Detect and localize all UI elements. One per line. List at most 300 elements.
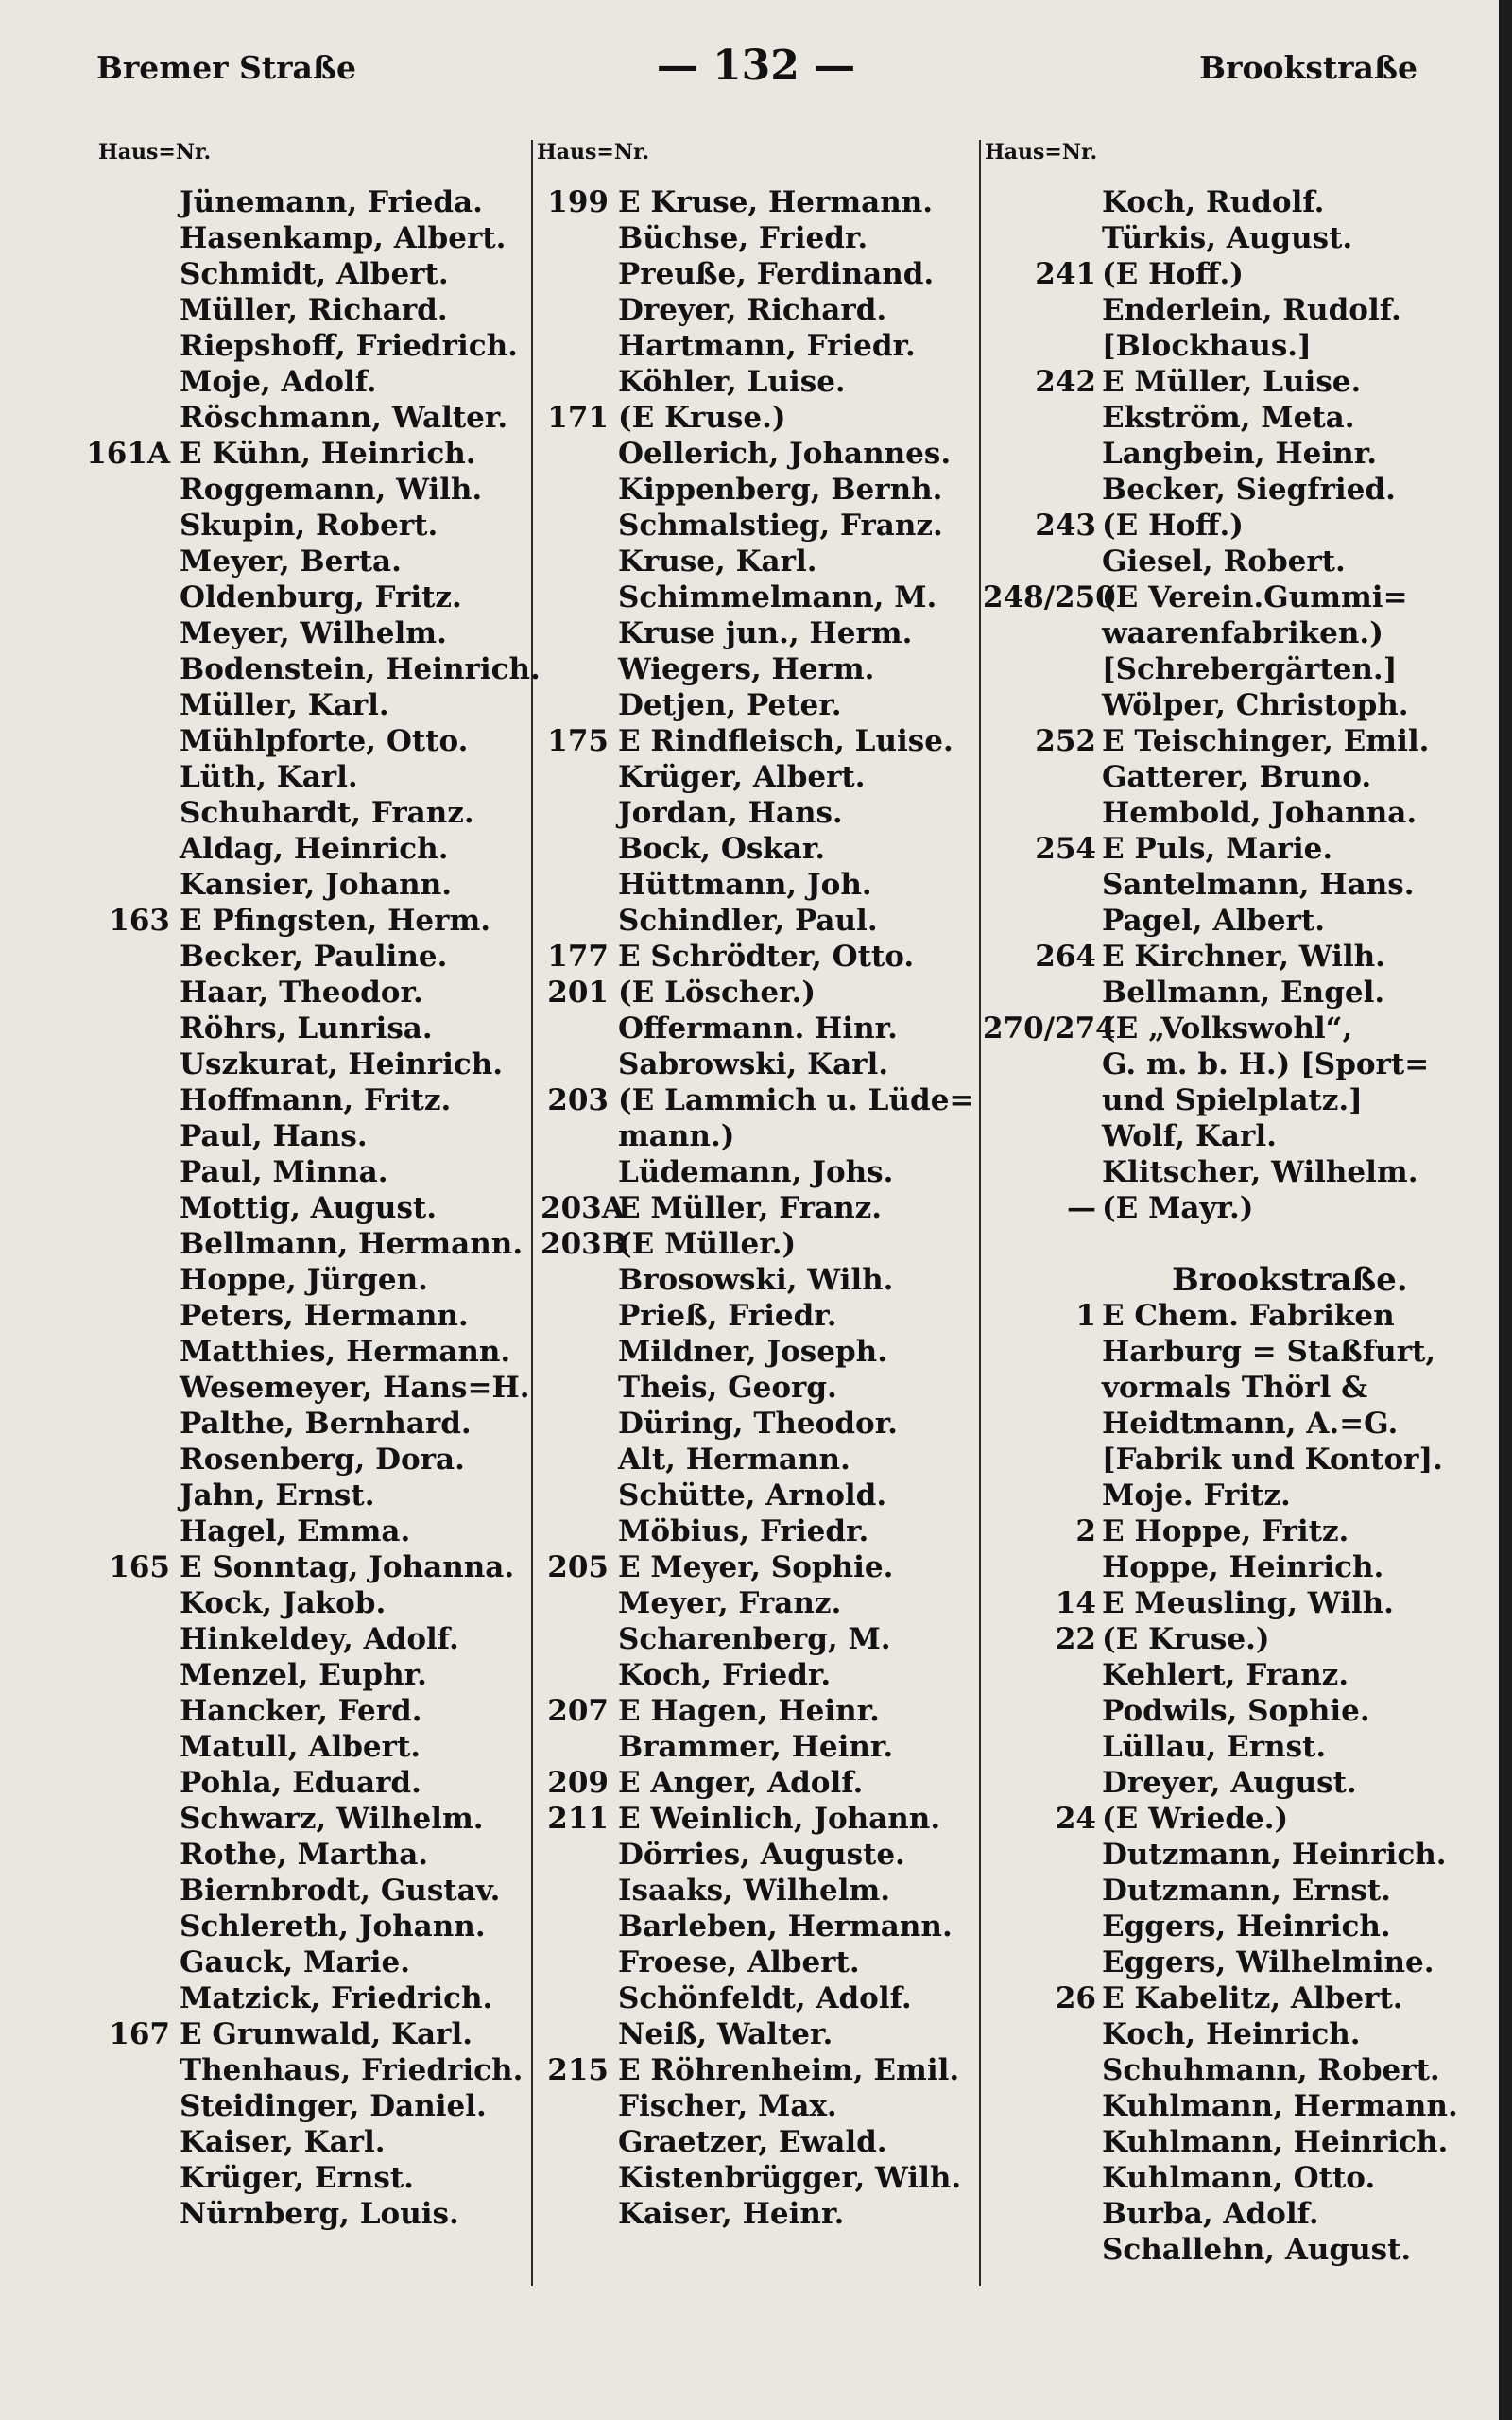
house-number: 26 [1055,1981,1096,2015]
resident-name: Schmidt, Albert. [180,257,449,291]
column-header-2: Haus=Nr. [537,140,650,164]
house-number: 1 [1075,1299,1096,1333]
directory-entry [983,508,1493,544]
resident-name: Froese, Albert. [618,1945,860,1979]
resident-name: (E „Volkswohl“, [1102,1011,1353,1046]
resident-name: Wesemeyer, Hans=H. [180,1371,530,1405]
directory-entry [983,1298,1493,1334]
directory-entry [0,615,529,651]
house-number: 248/250 [983,580,1116,614]
directory-entry [541,1011,975,1046]
directory-entry [983,939,1493,975]
directory-entry [983,2016,1493,2052]
directory-entry [0,1370,529,1406]
resident-name: Koch, Rudolf. [1102,185,1325,219]
resident-name: Giesel, Robert. [1102,544,1346,579]
resident-name: Schimmelmann, M. [618,580,937,614]
directory-entry [541,723,975,759]
resident-name: E Schrödter, Otto. [618,940,915,974]
directory-entry [0,544,529,579]
directory-entry [983,1226,1493,1262]
resident-name: Matthies, Hermann. [180,1335,511,1369]
directory-entry [983,2052,1493,2088]
resident-name: Oellerich, Johannes. [618,437,952,471]
directory-entry [983,1478,1493,1513]
house-number: 243 [1035,509,1096,543]
directory-entry [0,2160,529,2196]
resident-name: Burba, Adolf. [1102,2197,1319,2231]
house-number: 205 [547,1550,609,1584]
resident-name: E Müller, Luise. [1102,365,1362,399]
directory-entry [541,651,975,687]
column-3 [983,184,1493,2268]
directory-entry [983,1945,1493,1980]
resident-name: Uszkurat, Heinrich. [180,1047,504,1081]
directory-entry [983,1729,1493,1765]
directory-entry [983,2124,1493,2160]
resident-name: (E Hoff.) [1102,509,1244,543]
resident-name: Palthe, Bernhard. [180,1407,472,1441]
house-number: 22 [1055,1622,1096,1656]
directory-entry [983,1046,1493,1082]
directory-entry [0,184,529,220]
directory-entry [0,220,529,256]
directory-entry [0,1226,529,1262]
directory-entry [983,759,1493,795]
directory-entry [541,1549,975,1585]
resident-name: Lüdemann, Johs. [618,1155,894,1189]
directory-entry [541,1621,975,1657]
resident-name: Mühlpforte, Otto. [180,724,469,758]
directory-entry [983,1011,1493,1046]
house-number: 270/274 [983,1011,1116,1046]
resident-name: Haar, Theodor. [180,976,423,1010]
resident-name: Kruse jun., Herm. [618,616,913,650]
resident-name: Schwarz, Wilhelm. [180,1802,484,1836]
directory-entry [0,1945,529,1980]
directory-entry [983,1190,1493,1226]
house-number: 199 [547,185,609,219]
resident-name: Kaiser, Heinr. [618,2197,845,2231]
resident-name: Bock, Oskar. [618,832,826,866]
directory-entry [983,328,1493,364]
resident-name: Hoppe, Heinrich. [1102,1550,1384,1584]
house-number: 254 [1035,832,1096,866]
directory-entry [0,1549,529,1585]
directory-entry [541,2016,975,2052]
house-number: 207 [547,1694,609,1728]
resident-name: Skupin, Robert. [180,509,438,543]
resident-name: Wölper, Christoph. [1102,688,1409,722]
directory-entry [541,2052,975,2088]
directory-entry [983,472,1493,508]
resident-name: Kistenbrügger, Wilh. [618,2161,962,2195]
resident-name: Heidtmann, A.=G. [1102,1407,1399,1441]
resident-name: Eggers, Heinrich. [1102,1910,1391,1944]
resident-name: vormals Thörl & [1102,1371,1368,1405]
directory-entry [983,1837,1493,1873]
resident-name: E Rindfleisch, Luise. [618,724,954,758]
resident-name: Dreyer, August. [1102,1766,1357,1800]
directory-entry [541,795,975,831]
resident-name: Roggemann, Wilh. [180,473,483,507]
resident-name: Röhrs, Lunrisa. [180,1011,433,1046]
resident-name: (E Wriede.) [1102,1802,1289,1836]
directory-entry [0,723,529,759]
resident-name: (E Müller.) [618,1227,797,1261]
resident-name: Türkis, August. [1102,221,1353,255]
directory-entry [0,1729,529,1765]
directory-entry [541,1478,975,1513]
resident-name: Offermann. Hinr. [618,1011,898,1046]
resident-name: (E Lammich u. Lüde= [618,1083,974,1117]
resident-name: Isaaks, Wilhelm. [618,1874,891,1908]
directory-entry [983,2196,1493,2232]
directory-entry [983,1118,1493,1154]
resident-name: E Müller, Franz. [618,1191,883,1225]
resident-name: Enderlein, Rudolf. [1102,293,1401,327]
directory-entry [541,436,975,472]
resident-name: Eggers, Wilhelmine. [1102,1945,1435,1979]
resident-name: E Hoppe, Fritz. [1102,1514,1349,1548]
directory-entry [541,867,975,903]
resident-name: (E Verein.Gummi= [1102,580,1408,614]
directory-entry [541,1082,975,1118]
directory-entry [0,795,529,831]
resident-name: Aldag, Heinrich. [180,832,449,866]
directory-entry [0,400,529,436]
directory-entry [983,1621,1493,1657]
directory-entry [0,1334,529,1370]
directory-entry [0,1837,529,1873]
house-number: 203A [541,1191,625,1225]
directory-entry [0,975,529,1011]
resident-name: Preuße, Ferdinand. [618,257,935,291]
resident-name: Mildner, Joseph. [618,1335,887,1369]
house-number: 215 [547,2053,609,2087]
resident-name: Gatterer, Bruno. [1102,760,1372,794]
directory-entry [541,1046,975,1082]
column-1 [0,184,541,2232]
directory-entry [0,2052,529,2088]
resident-name: E Grunwald, Karl. [180,2017,473,2051]
resident-name: Hinkeldey, Adolf. [180,1622,459,1656]
directory-entry [0,364,529,400]
directory-entry [983,651,1493,687]
resident-name: Schallehn, August. [1102,2233,1412,2267]
resident-name: Kehlert, Franz. [1102,1658,1349,1692]
directory-entry [541,508,975,544]
resident-name: Prieß, Friedr. [618,1299,837,1333]
resident-name: Biernbrodt, Gustav. [180,1874,501,1908]
directory-entry [0,2088,529,2124]
directory-entry [983,436,1493,472]
resident-name: E Meusling, Wilh. [1102,1586,1394,1620]
directory-entry [983,1693,1493,1729]
resident-name: Klitscher, Wilhelm. [1102,1155,1418,1189]
resident-name: Kaiser, Karl. [180,2125,386,2159]
resident-name: Alt, Hermann. [618,1443,850,1477]
directory-entry [541,1226,975,1262]
resident-name: Matzick, Friedrich. [180,1981,493,2015]
directory-entry [541,1298,975,1334]
running-head-left: Bremer Straße [96,49,356,86]
directory-entry [0,1190,529,1226]
resident-name: Rosenberg, Dora. [180,1443,465,1477]
resident-name: Pohla, Eduard. [180,1766,421,1800]
directory-entry [0,436,529,472]
column-2 [541,184,975,2232]
resident-name: Kansier, Johann. [180,868,453,902]
house-number: — [1067,1191,1096,1225]
directory-entry [541,1909,975,1945]
directory-entry [983,1909,1493,1945]
resident-name: Pagel, Albert. [1102,904,1325,938]
resident-name: Schlereth, Johann. [180,1910,486,1944]
resident-name: Dreyer, Richard. [618,293,887,327]
resident-name: E Hagen, Heinr. [618,1694,880,1728]
resident-name: Hagel, Emma. [180,1514,411,1548]
directory-entry [541,579,975,615]
resident-name: Moje. Fritz. [1102,1478,1291,1512]
directory-entry [541,472,975,508]
directory-entry [541,1154,975,1190]
directory-entry [0,579,529,615]
house-number: 252 [1035,724,1096,758]
directory-entry [0,292,529,328]
resident-name: Dutzmann, Heinrich. [1102,1838,1447,1872]
directory-entry [983,1154,1493,1190]
resident-name: Detjen, Peter. [618,688,842,722]
resident-name: Jordan, Hans. [618,796,843,830]
house-number: 264 [1035,940,1096,974]
directory-entry [0,831,529,867]
house-number: 175 [547,724,609,758]
resident-name: Kuhlmann, Heinrich. [1102,2125,1449,2159]
directory-entry [0,1478,529,1513]
directory-entry [0,2124,529,2160]
resident-name: Hartmann, Friedr. [618,329,916,363]
resident-name: Meyer, Wilhelm. [180,616,447,650]
directory-entry [541,2124,975,2160]
resident-name: E Kühn, Heinrich. [180,437,476,471]
resident-name: E Chem. Fabriken [1102,1299,1395,1333]
house-number: 161A [86,437,170,471]
directory-entry [983,220,1493,256]
directory-entry [0,2196,529,2232]
directory-entry [541,975,975,1011]
directory-entry [983,1513,1493,1549]
directory-entry [983,292,1493,328]
resident-name: Podwils, Sophie. [1102,1694,1370,1728]
house-number: 242 [1035,365,1096,399]
resident-name: [Fabrik und Kontor]. [1102,1443,1443,1477]
resident-name: Moje, Adolf. [180,365,377,399]
resident-name: Graetzer, Ewald. [618,2125,887,2159]
resident-name: E Puls, Marie. [1102,832,1333,866]
resident-name: Barleben, Hermann. [618,1910,953,1944]
directory-entry [0,1298,529,1334]
resident-name: Schindler, Paul. [618,904,878,938]
resident-name: Schuhardt, Franz. [180,796,474,830]
column-divider-2 [979,140,981,2286]
directory-entry [983,184,1493,220]
directory-entry [983,579,1493,615]
directory-entry [983,975,1493,1011]
resident-name: Harburg = Staßfurt, [1102,1335,1436,1369]
resident-name: Hembold, Johanna. [1102,796,1418,830]
directory-entry [983,831,1493,867]
resident-name: Krüger, Ernst. [180,2161,414,2195]
house-number: 165 [109,1550,170,1584]
resident-name: Becker, Siegfried. [1102,473,1396,507]
directory-entry [0,1262,529,1298]
resident-name: Koch, Heinrich. [1102,2017,1361,2051]
directory-entry [541,1334,975,1370]
resident-name: Rothe, Martha. [180,1838,429,1872]
directory-entry [0,1693,529,1729]
directory-entry [541,1513,975,1549]
directory-entry [983,2088,1493,2124]
resident-name: Neiß, Walter. [618,2017,833,2051]
directory-entry [0,903,529,939]
directory-entry [0,939,529,975]
resident-name: Kuhlmann, Hermann. [1102,2089,1458,2123]
resident-name: Peters, Hermann. [180,1299,469,1333]
directory-entry [983,867,1493,903]
directory-entry [983,1442,1493,1478]
resident-name: Brosowski, Wilh. [618,1263,894,1297]
directory-entry [541,2088,975,2124]
directory-entry [0,1657,529,1693]
house-number: 201 [547,976,609,1010]
resident-name: Meyer, Franz. [618,1586,842,1620]
column-divider-1 [531,140,533,2286]
resident-name: E Weinlich, Johann. [618,1802,941,1836]
directory-entry [0,1801,529,1837]
resident-name: Santelmann, Hans. [1102,868,1415,902]
street-heading: Brookstraße. [1172,1261,1408,1299]
directory-entry [983,795,1493,831]
directory-entry [541,615,975,651]
resident-name: Matull, Albert. [180,1730,421,1764]
directory-entry [983,1801,1493,1837]
directory-entry [541,1837,975,1873]
directory-entry [541,1801,975,1837]
resident-name: Brammer, Heinr. [618,1730,894,1764]
resident-name: (E Hoff.) [1102,257,1244,291]
column-header-1: Haus=Nr. [98,140,212,164]
page-number: — 132 — [656,42,856,90]
directory-entry [983,256,1493,292]
directory-entry [0,328,529,364]
resident-name: Koch, Friedr. [618,1658,832,1692]
directory-entry [541,1190,975,1226]
resident-name: Röschmann, Walter. [180,401,508,435]
directory-entry [0,1406,529,1442]
resident-name: Thenhaus, Friedrich. [180,2053,524,2087]
resident-name: Ekström, Meta. [1102,401,1355,435]
directory-entry [983,723,1493,759]
resident-name: Schmalstieg, Franz. [618,509,943,543]
resident-name: E Sonntag, Johanna. [180,1550,515,1584]
resident-name: E Anger, Adolf. [618,1766,864,1800]
directory-entry [983,400,1493,436]
directory-entry [0,1513,529,1549]
house-number: 14 [1055,1586,1096,1620]
resident-name: Riepshoff, Friedrich. [180,329,518,363]
resident-name: Kock, Jakob. [180,1586,387,1620]
directory-entry [541,544,975,579]
directory-entry [541,939,975,975]
directory-entry [0,1442,529,1478]
resident-name: (E Mayr.) [1102,1191,1254,1225]
house-number: 167 [109,2017,170,2051]
resident-name: mann.) [618,1119,735,1153]
directory-entry [0,867,529,903]
directory-entry [541,1442,975,1478]
directory-entry [0,1082,529,1118]
resident-name: Hoppe, Jürgen. [180,1263,428,1297]
resident-name: E Kirchner, Wilh. [1102,940,1385,974]
resident-name: Becker, Pauline. [180,940,448,974]
directory-entry [541,1873,975,1909]
directory-entry [983,544,1493,579]
directory-entry [541,1406,975,1442]
directory-entry [983,2232,1493,2268]
directory-entry [541,184,975,220]
directory-entry [0,1765,529,1801]
resident-name: Müller, Richard. [180,293,448,327]
resident-name: Scharenberg, M. [618,1622,891,1656]
resident-name: Hüttmann, Joh. [618,868,872,902]
resident-name: Köhler, Luise. [618,365,846,399]
directory-entry [0,1980,529,2016]
directory-entry [983,1765,1493,1801]
house-number: 2 [1075,1514,1096,1548]
directory-entry [541,2160,975,2196]
resident-name: Paul, Hans. [180,1119,368,1153]
directory-entry [541,1118,975,1154]
resident-name: [Schrebergärten.] [1102,652,1398,686]
directory-entry [983,1334,1493,1370]
column-header-3: Haus=Nr. [985,140,1098,164]
directory-entry [983,1406,1493,1442]
resident-name: Lüth, Karl. [180,760,358,794]
resident-name: Langbein, Heinr. [1102,437,1378,471]
resident-name: E Röhrenheim, Emil. [618,2053,960,2087]
resident-name: Hancker, Ferd. [180,1694,422,1728]
directory-entry [983,903,1493,939]
resident-name: Bellmann, Hermann. [180,1227,524,1261]
directory-entry [541,903,975,939]
resident-name: Jünemann, Frieda. [180,185,483,219]
resident-name: Hasenkamp, Albert. [180,221,507,255]
house-number: 203 [547,1083,609,1117]
directory-entry [983,1585,1493,1621]
resident-name: Mottig, August. [180,1191,438,1225]
resident-name: Bellmann, Engel. [1102,976,1385,1010]
house-number: 211 [547,1802,609,1836]
directory-entry [0,1873,529,1909]
resident-name: Krüger, Albert. [618,760,866,794]
resident-name: (E Kruse.) [1102,1622,1270,1656]
resident-name: Hoffmann, Fritz. [180,1083,452,1117]
directory-entry [541,1370,975,1406]
directory-entry [0,508,529,544]
resident-name: Oldenburg, Fritz. [180,580,462,614]
resident-name: Lüllau, Ernst. [1102,1730,1327,1764]
